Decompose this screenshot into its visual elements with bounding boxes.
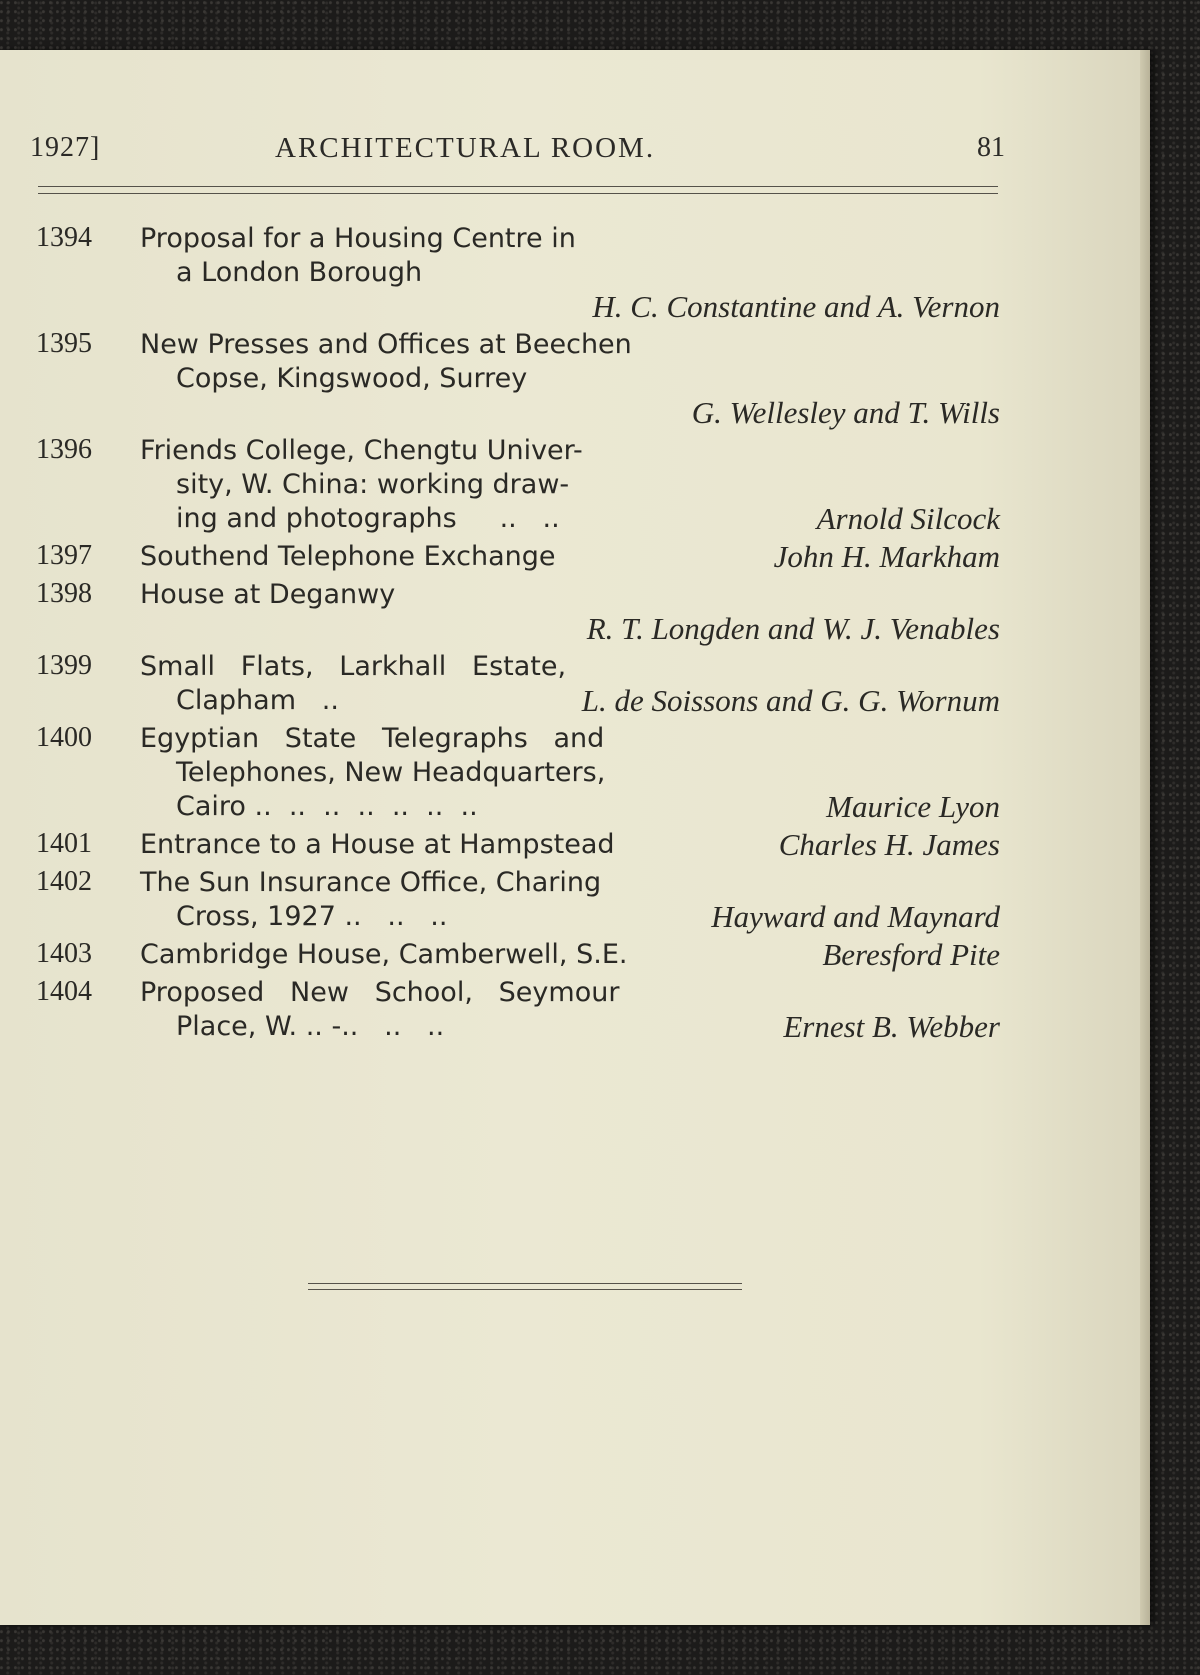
catalogue-entry xyxy=(36,650,1000,718)
page-number: 81 xyxy=(977,132,1005,163)
entry-title-line: Proposal for a Housing Centre in xyxy=(140,223,576,254)
entry-title-line: Friends College, Chengtu Univer- xyxy=(140,435,583,466)
entry-number: 1398 xyxy=(36,578,92,609)
architect-name: Charles H. James xyxy=(778,827,1000,862)
catalogue-list xyxy=(36,222,1000,1048)
architect-name: G. Wellesley and T. Wills xyxy=(691,395,1000,430)
entry-title-line: Cambridge House, Camberwell, S.E. xyxy=(140,939,628,970)
architect-name: John H. Markham xyxy=(773,539,1000,574)
catalogue-entry xyxy=(36,578,1000,646)
architect-name: H. C. Constantine and A. Vernon xyxy=(592,289,1000,324)
entry-title-line: Clapham .. xyxy=(176,685,339,716)
entry-title-line: sity, W. China: working draw- xyxy=(176,469,570,500)
catalogue-entry xyxy=(36,722,1000,824)
catalogue-entry xyxy=(36,328,1000,430)
entry-number: 1396 xyxy=(36,434,92,465)
entry-title-line: New Presses and Offices at Beechen xyxy=(140,329,632,360)
catalogue-entry xyxy=(36,866,1000,934)
page-edge xyxy=(1140,50,1150,1625)
entry-title-line: ing and photographs .. .. xyxy=(176,503,560,534)
architect-name: Arnold Silcock xyxy=(816,501,1000,536)
architect-name: R. T. Longden and W. J. Venables xyxy=(586,611,1000,646)
end-rule xyxy=(308,1283,742,1290)
entry-title-line: Telephones, New Headquarters, xyxy=(176,757,606,788)
architect-name: Ernest B. Webber xyxy=(783,1009,1000,1044)
entry-title-line: Place, W. .. -.. .. .. xyxy=(176,1011,445,1042)
architect-name: L. de Soissons and G. G. Wornum xyxy=(581,683,1000,718)
entry-number: 1395 xyxy=(36,328,92,359)
entry-number: 1402 xyxy=(36,866,92,897)
entry-title-line: House at Deganwy xyxy=(140,579,396,610)
header-year: 1927] xyxy=(30,132,101,163)
header-title: ARCHITECTURAL ROOM. xyxy=(275,132,656,164)
catalogue-entry xyxy=(36,434,1000,536)
catalogue-entry xyxy=(36,976,1000,1044)
catalogue-entry xyxy=(36,938,1000,972)
entry-number: 1399 xyxy=(36,650,92,681)
entry-title-line: Cairo .. .. .. .. .. .. .. xyxy=(176,791,478,822)
architect-name: Maurice Lyon xyxy=(826,789,1000,824)
entry-number: 1401 xyxy=(36,828,92,859)
entry-title-line: Copse, Kingswood, Surrey xyxy=(176,363,528,394)
catalogue-entry xyxy=(36,828,1000,862)
entry-title-line: Cross, 1927 .. .. .. xyxy=(176,901,448,932)
entry-title-line: Small Flats, Larkhall Estate, xyxy=(140,651,567,682)
entry-number: 1404 xyxy=(36,976,92,1007)
catalogue-entry xyxy=(36,222,1000,324)
entry-title-line: Entrance to a House at Hampstead xyxy=(140,829,615,860)
entry-title-line: Egyptian State Telegraphs and xyxy=(140,723,605,754)
running-header xyxy=(30,132,1005,182)
architect-name: Beresford Pite xyxy=(822,937,1000,972)
entry-title-line: a London Borough xyxy=(176,257,423,288)
entry-title-line: Proposed New School, Seymour xyxy=(140,977,620,1008)
entry-number: 1394 xyxy=(36,222,92,253)
catalogue-entry xyxy=(36,540,1000,574)
entry-title-line: Southend Telephone Exchange xyxy=(140,541,556,572)
architect-name: Hayward and Maynard xyxy=(711,899,1000,934)
entry-number: 1397 xyxy=(36,540,92,571)
header-rule xyxy=(38,186,998,194)
entry-number: 1403 xyxy=(36,938,92,969)
book-page xyxy=(0,50,1150,1625)
entry-number: 1400 xyxy=(36,722,92,753)
entry-title-line: The Sun Insurance Office, Charing xyxy=(140,867,602,898)
